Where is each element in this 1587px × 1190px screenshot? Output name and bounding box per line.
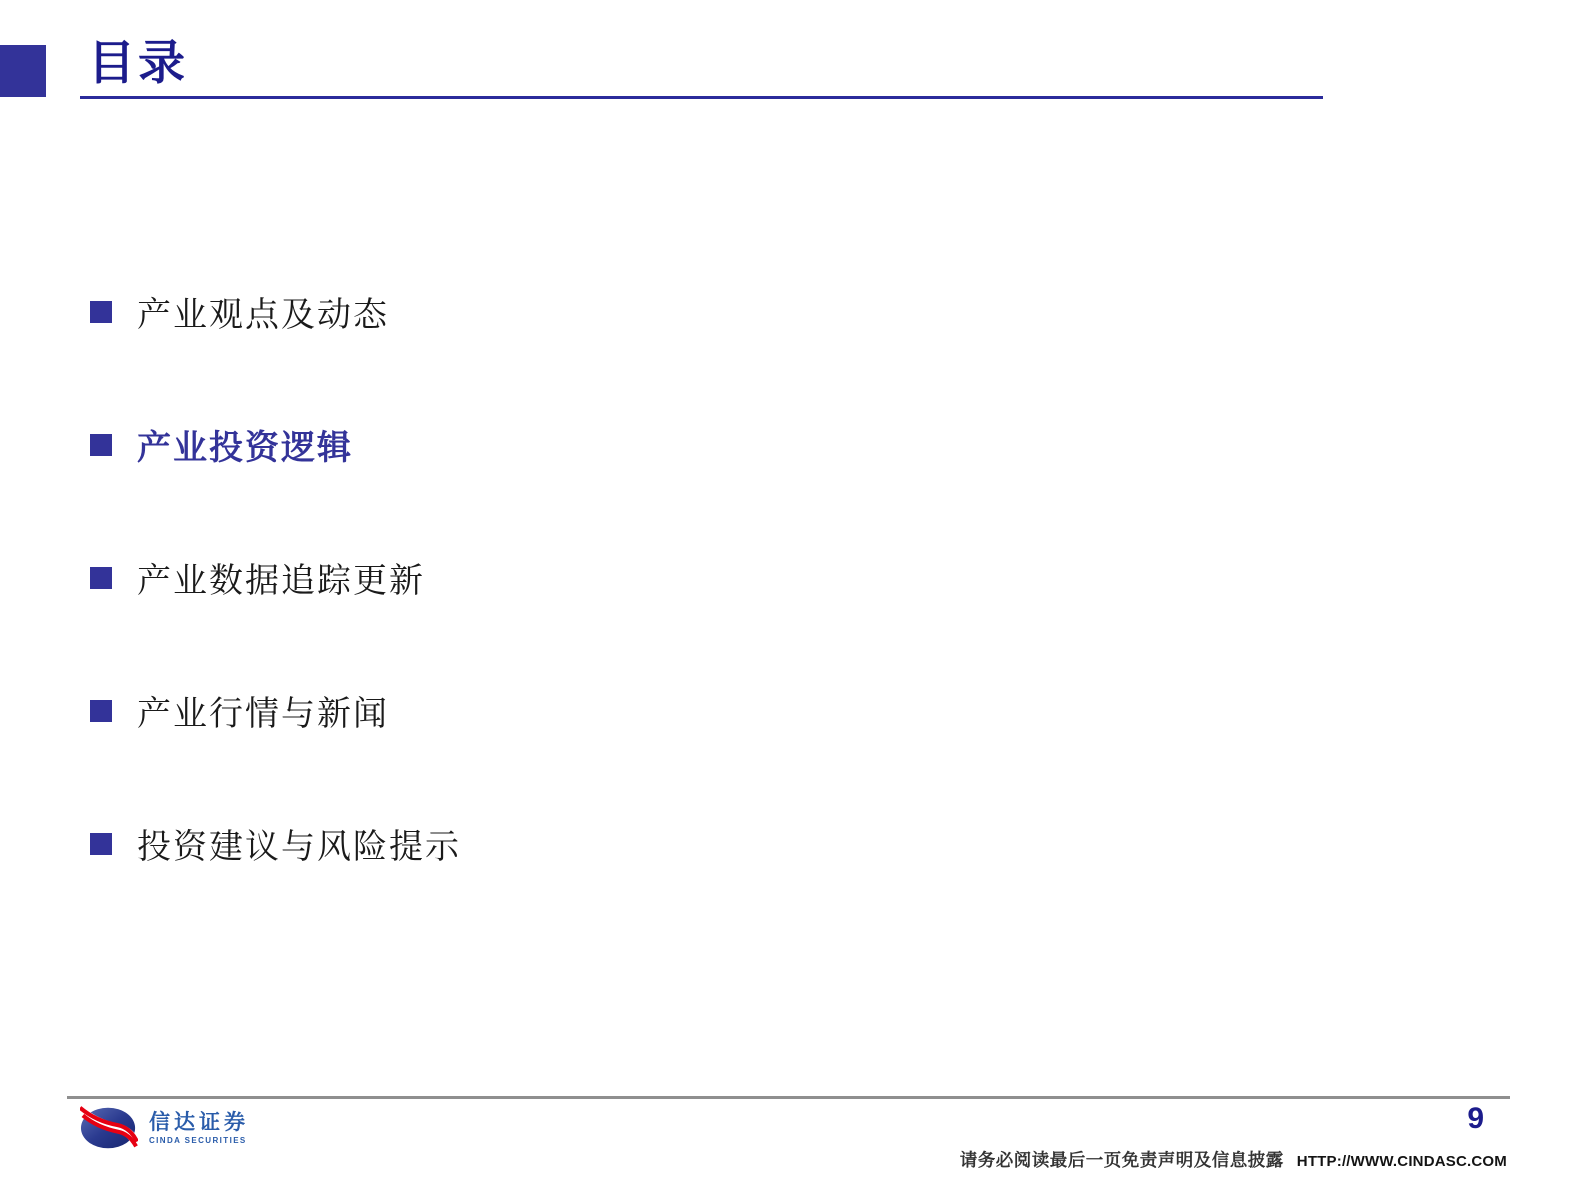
toc-item-label: 产业数据追踪更新 [137,561,425,600]
toc-item-label: 产业观点及动态 [137,295,389,334]
table-of-contents [90,287,461,952]
bullet-square-icon [90,434,112,456]
bullet-square-icon [90,301,112,323]
toc-item-investment-logic[interactable] [90,420,461,468]
cinda-logo-icon [80,1103,138,1153]
website-url[interactable]: HTTP://WWW.CINDASC.COM [1296,1153,1507,1170]
toc-item-label: 产业投资逻辑 [137,428,353,467]
title-underline [80,96,1323,99]
logo-name-en: CINDA SECURITIES [149,1135,247,1145]
cinda-logo [80,1103,249,1153]
page-number: 9 [1467,1102,1484,1135]
footer-divider [67,1096,1510,1099]
toc-item-data-tracking[interactable] [90,553,461,601]
toc-item-industry-views[interactable] [90,287,461,335]
toc-item-market-news[interactable] [90,686,461,734]
bullet-square-icon [90,700,112,722]
disclaimer-text: 请务必阅读最后一页免责声明及信息披露 [959,1150,1284,1170]
toc-item-label: 投资建议与风险提示 [137,827,461,866]
toc-item-label: 产业行情与新闻 [137,694,389,733]
cinda-logo-text [149,1111,249,1144]
page-title: 目录 [88,36,188,89]
logo-name-cn: 信达证券 [149,1111,249,1135]
bullet-square-icon [90,567,112,589]
footer-note [960,1147,1507,1172]
header-accent-square [0,45,46,97]
toc-item-advice-risk[interactable] [90,819,461,867]
bullet-square-icon [90,833,112,855]
